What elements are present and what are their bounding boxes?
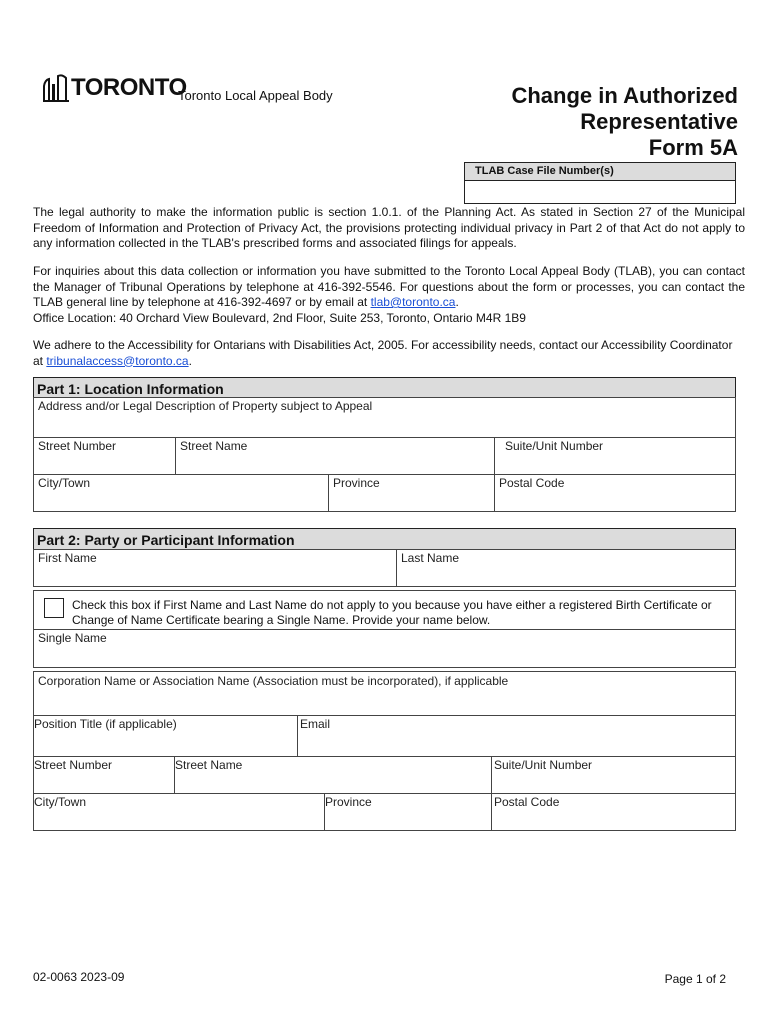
- part1-street-name-field[interactable]: [175, 437, 495, 475]
- corporation-name-label: Corporation Name or Association Name (Association must be incorporated), if applicable: [38, 674, 509, 688]
- accessibility-text: We adhere to the Accessibility for Ontarians with Disabilities Act, 2005. For accessibility needs, contact our Accessibility Coordinator at: [33, 338, 733, 368]
- form-title-line: Representative: [580, 109, 738, 134]
- first-name-label: First Name: [38, 551, 97, 565]
- agency-name: Toronto Local Appeal Body: [178, 88, 333, 103]
- case-file-input[interactable]: [465, 181, 735, 203]
- corporation-name-field[interactable]: [33, 671, 736, 716]
- part2-header: Part 2: Party or Participant Information: [33, 528, 736, 550]
- legal-authority-paragraph: The legal authority to make the information public is section 1.0.1. of the Planning Act. As stated in Section 27 of the Municipal Freedom of Information and Protection of Privacy Act, the provisions protecting individual privacy in Part 2 of that Act do not apply to any information collected in the TLAB's prescribed forms and associated filings for appeals.: [33, 205, 745, 250]
- toronto-logo: [43, 72, 187, 104]
- property-address-label: Address and/or Legal Description of Property subject to Appeal: [38, 399, 373, 413]
- part2-street-name-field[interactable]: [174, 756, 492, 794]
- part2-city-field[interactable]: [33, 793, 325, 831]
- street-name-label: Street Name: [175, 758, 243, 772]
- part1-suite-unit-field[interactable]: [494, 437, 736, 475]
- suite-unit-label: Suite/Unit Number: [494, 758, 593, 772]
- form-title-line: Form 5A: [648, 135, 738, 160]
- part1-city-field[interactable]: [33, 474, 329, 512]
- office-location: Office Location: 40 Orchard View Boulevard, 2nd Floor, Suite 253, Toronto, Ontario M4R 1B9: [33, 310, 526, 325]
- form-code: 02-0063 2023-09: [33, 970, 125, 984]
- street-number-label: Street Number: [38, 439, 117, 453]
- city-town-label: City/Town: [34, 795, 87, 809]
- city-hall-icon: [43, 72, 69, 102]
- street-number-label: Street Number: [34, 758, 113, 772]
- part1-street-number-field[interactable]: [33, 437, 176, 475]
- part1-postal-code-field[interactable]: [494, 474, 736, 512]
- suite-unit-label: Suite/Unit Number: [505, 439, 604, 453]
- part1-header: Part 1: Location Information: [33, 377, 736, 399]
- form-title: [511, 83, 738, 161]
- part2-postal-code-field[interactable]: [491, 793, 736, 831]
- first-name-field[interactable]: [33, 549, 397, 587]
- inquiries-end: .: [455, 295, 459, 309]
- accessibility-end: .: [188, 353, 192, 368]
- part2-province-field[interactable]: [324, 793, 492, 831]
- inquiries-text: For inquiries about this data collection or information you have submitted to the Toronto Local Appeal Body (TLAB), you can contact the Manager of Tribunal Operations by telephone at 416-392-5546. For questions about the form or processes, you can contact the TLAB general line by telephone at 416-392-4697 or by email at: [33, 264, 745, 309]
- last-name-label: Last Name: [401, 551, 460, 565]
- province-label: Province: [325, 795, 372, 809]
- single-name-field[interactable]: [33, 629, 736, 668]
- postal-code-label: Postal Code: [494, 795, 560, 809]
- property-address-field[interactable]: [33, 397, 736, 438]
- accessibility-email-link[interactable]: tribunalaccess@toronto.ca: [46, 353, 189, 368]
- logo-text: TORONTO: [71, 74, 187, 101]
- postal-code-label: Postal Code: [499, 476, 565, 490]
- page-number: Page 1 of 2: [664, 972, 726, 986]
- single-name-label: Single Name: [38, 631, 107, 645]
- single-name-checkbox[interactable]: [44, 598, 64, 618]
- form-title-line: Change in Authorized: [511, 83, 738, 108]
- inquiries-paragraph: [33, 264, 745, 326]
- single-name-instruction: Check this box if First Name and Last Name do not apply to you because you have either a registered Birth Certificate or Change of Name Certificate bearing a Single Name. Provide your name below.: [72, 598, 712, 627]
- accessibility-paragraph: [33, 338, 733, 369]
- street-name-label: Street Name: [180, 439, 248, 453]
- position-title-label: Position Title (if applicable): [34, 717, 177, 731]
- case-file-box: [464, 162, 736, 204]
- position-title-field[interactable]: [33, 715, 298, 757]
- province-label: Province: [333, 476, 380, 490]
- city-town-label: City/Town: [38, 476, 91, 490]
- part2-street-number-field[interactable]: [33, 756, 175, 794]
- last-name-field[interactable]: [396, 549, 736, 587]
- email-label: Email: [300, 717, 331, 731]
- part2-suite-unit-field[interactable]: [491, 756, 736, 794]
- part1-province-field[interactable]: [328, 474, 495, 512]
- tlab-email-link[interactable]: tlab@toronto.ca: [370, 295, 456, 309]
- email-field[interactable]: [297, 715, 736, 757]
- case-file-label: TLAB Case File Number(s): [465, 163, 735, 181]
